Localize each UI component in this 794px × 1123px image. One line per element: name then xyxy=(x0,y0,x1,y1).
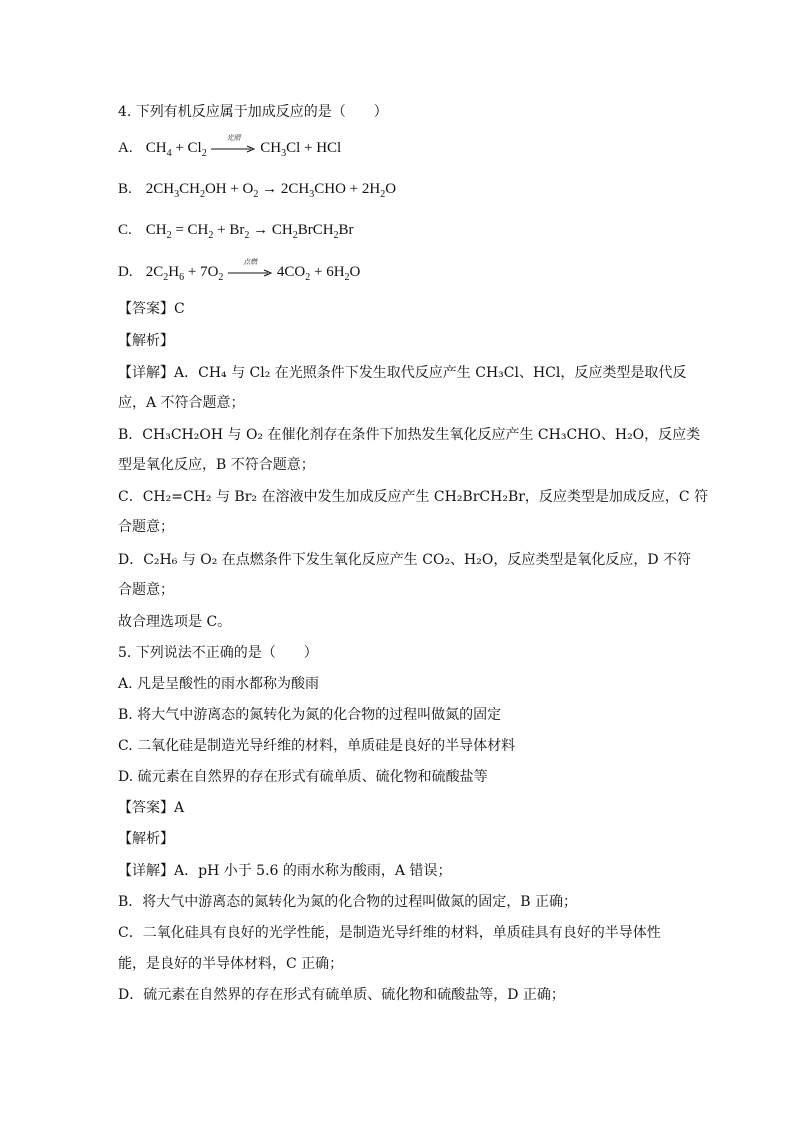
reaction-arrow xyxy=(211,133,255,153)
reaction-arrow xyxy=(228,257,272,277)
q4-answer: 【答案】C xyxy=(118,301,185,317)
q5-analysis-title: 【解析】 xyxy=(118,831,174,847)
q5-detail-line: B．将大气中游离态的氮转化为氮的化合物的过程叫做氮的固定，B 正确； xyxy=(118,894,578,910)
arrow-icon xyxy=(211,145,255,153)
q4-detail-line: 型是氧化反应，B 不符合题意； xyxy=(118,457,315,473)
reaction-condition: 光照 xyxy=(226,133,241,142)
q4-analysis-title: 【解析】 xyxy=(118,333,174,349)
q5-option-c: C. 二氧化硅是制造光导纤维的材料，单质硅是良好的半导体材料 xyxy=(118,738,516,754)
option-label: C. xyxy=(118,222,132,238)
q5-detail-line: 【详解】A．pH 小于 5.6 的雨水称为酸雨，A 错误； xyxy=(118,863,452,879)
q5-detail-line: C．二氧化硅具有良好的光学性能，是制造光导纤维的材料，单质硅具有良好的半导体性 xyxy=(118,925,661,941)
q4-detail-line: 合题意； xyxy=(118,519,174,535)
q4-detail-line: C．CH₂=CH₂ 与 Br₂ 在溶液中发生加成反应产生 CH₂BrCH₂Br，反应类型是加成反应，C 符 xyxy=(118,489,709,505)
q4-option-d: D. $2C_2H_6 + 7O_2$ 点燃 $4CO_2 + 6H_2O$ xyxy=(118,257,361,283)
option-label: D. xyxy=(118,264,133,280)
q4-option-c: C. $CH_2 = CH_2 + Br_2$ → $CH_2BrCH_2Br$ xyxy=(118,222,354,241)
arrow-icon xyxy=(228,269,272,277)
q5-stem: 5. 下列说法不正确的是（ ） xyxy=(118,645,318,661)
q5-option-a: A. 凡是呈酸性的雨水都称为酸雨 xyxy=(118,676,320,692)
option-label: B. xyxy=(118,181,132,197)
q5-detail-line: 能，是良好的半导体材料，C 正确； xyxy=(118,956,344,972)
q4-conclusion: 故合理选项是 C。 xyxy=(118,614,232,630)
q4-detail-line: 合题意； xyxy=(118,582,174,598)
reaction-condition: 点燃 xyxy=(243,257,258,266)
q5-detail-line: D．硫元素在自然界的存在形式有硫单质、硫化物和硫酸盐等，D 正确； xyxy=(118,987,565,1003)
q4-detail-line: B．CH₃CH₂OH 与 O₂ 在催化剂存在条件下加热发生氧化反应产生 CH₃CHO、H₂O，反应类 xyxy=(118,427,701,443)
option-label: A. xyxy=(118,140,133,156)
q4-stem: 4. 下列有机反应属于加成反应的是（ ） xyxy=(118,104,388,120)
q4-detail-line: D．C₂H₆ 与 O₂ 在点燃条件下发生氧化反应产生 CO₂、H₂O，反应类型是氧化反应，D 不符 xyxy=(118,552,692,568)
q4-detail-line: 应，A 不符合题意； xyxy=(118,395,245,411)
q4-detail-line: 【详解】A．CH₄ 与 Cl₂ 在光照条件下发生取代反应产生 CH₃Cl、HCl，反应类型是取代反 xyxy=(118,365,687,381)
q5-answer: 【答案】A xyxy=(118,800,185,816)
q4-option-b: B. $2CH_3CH_2OH + O_2 \to 2CH_3CHO + 2H_2O$ xyxy=(118,181,397,200)
q5-option-d: D. 硫元素在自然界的存在形式有硫单质、硫化物和硫酸盐等 xyxy=(118,769,488,785)
q5-option-b: B. 将大气中游离态的氮转化为氮的化合物的过程叫做氮的固定 xyxy=(118,707,502,723)
q4-option-a: A. $CH_4 + Cl_2$ 光照 $CH_3Cl$ + HCl xyxy=(118,133,342,159)
